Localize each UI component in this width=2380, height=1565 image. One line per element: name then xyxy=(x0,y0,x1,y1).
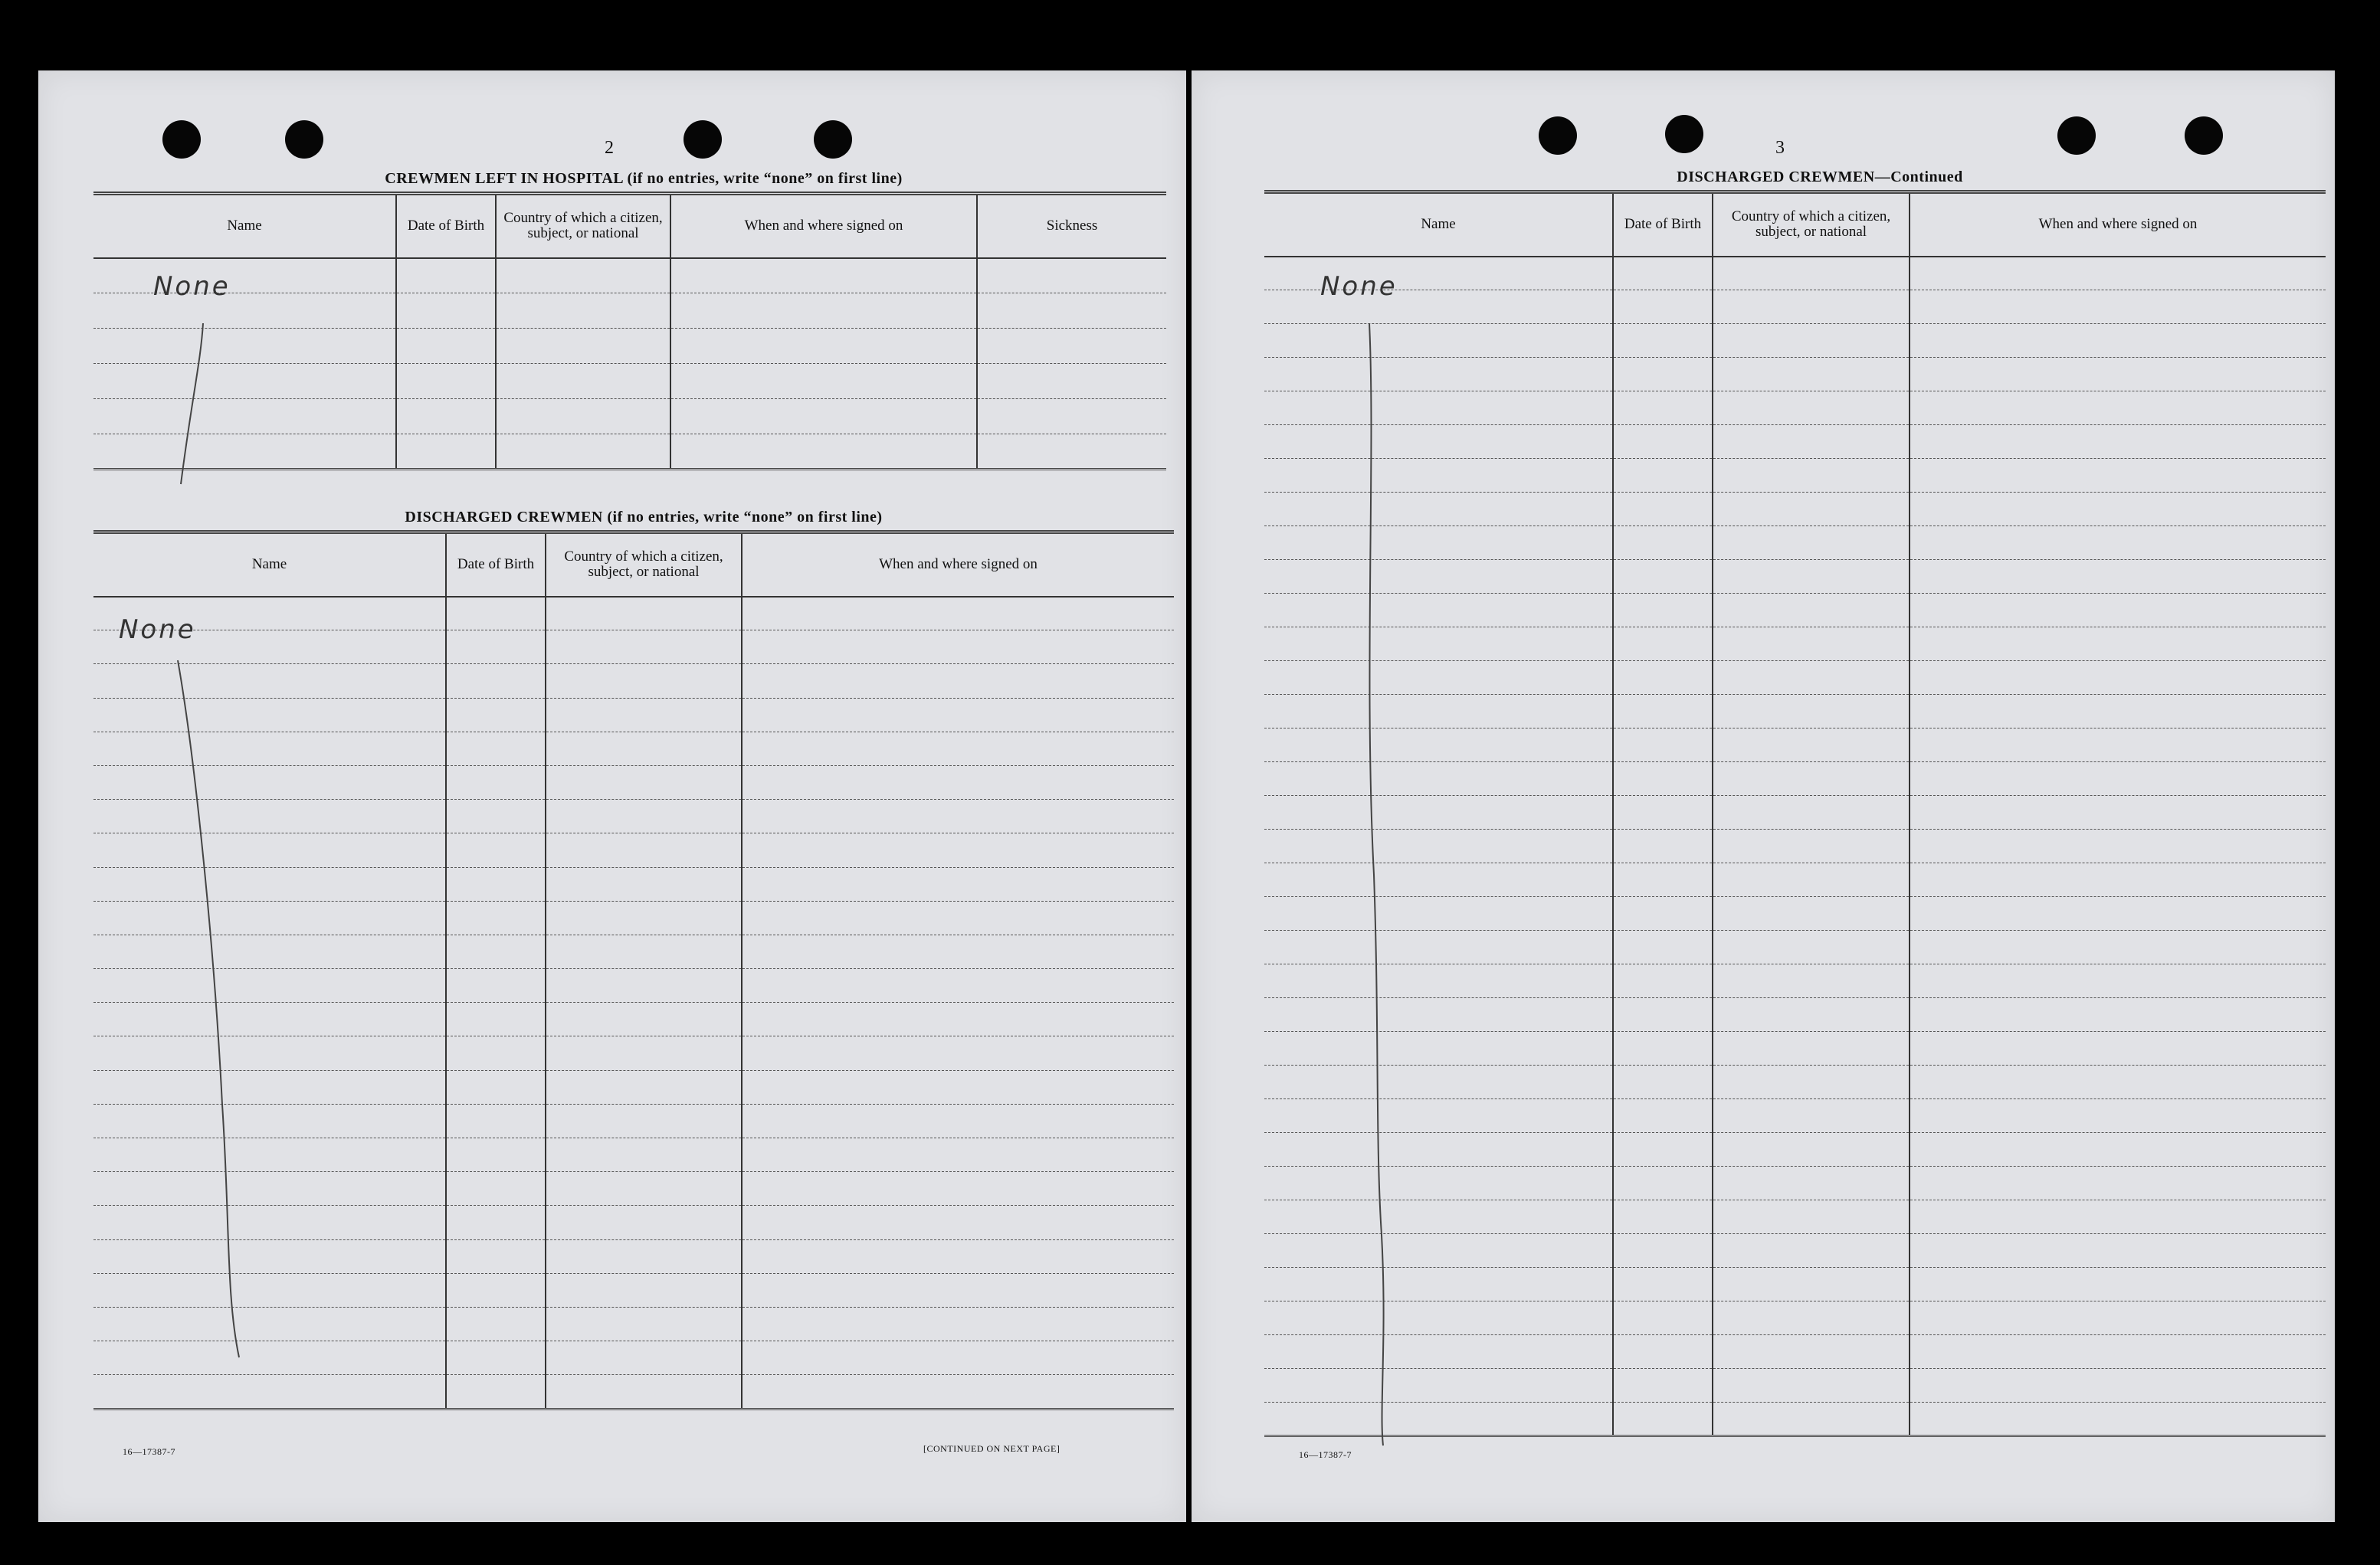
col-header-signed-on: When and where signed on xyxy=(742,532,1174,597)
form-number: 16—17387-7 xyxy=(1299,1449,1352,1460)
continued-note: [CONTINUED ON NEXT PAGE] xyxy=(923,1443,1061,1454)
discharged-title-text: DISCHARGED CREWMEN xyxy=(405,509,603,525)
col-header-name: Name xyxy=(93,532,446,597)
form-number: 16—17387-7 xyxy=(123,1446,175,1457)
col-header-country: Country of which a citizen, subject, or national xyxy=(1713,192,1910,257)
handwritten-ditto-strokes xyxy=(38,70,1186,1522)
col-header-country: Country of which a citizen, subject, or national xyxy=(496,194,670,258)
discharged-note-text: (if no entries, write “none” on first line) xyxy=(607,509,883,525)
discharged-continued-title: DISCHARGED CREWMEN—Continued xyxy=(1677,169,1963,185)
handwritten-none-entry: None xyxy=(119,614,196,645)
right-page xyxy=(1192,70,2335,1522)
handwritten-ditto-strokes xyxy=(1192,70,2335,1522)
hospital-title-text: CREWMEN LEFT IN HOSPITAL xyxy=(385,170,624,187)
handwritten-none-entry: None xyxy=(153,271,231,302)
page-number: 2 xyxy=(605,138,614,158)
col-header-sickness: Sickness xyxy=(977,194,1166,258)
handwritten-none-entry: None xyxy=(1320,271,1398,302)
col-header-date-of-birth: Date of Birth xyxy=(446,532,546,597)
page-number: 3 xyxy=(1775,138,1785,158)
col-header-signed-on: When and where signed on xyxy=(670,194,977,258)
hospital-note-text: (if no entries, write “none” on first line) xyxy=(627,170,903,187)
col-header-signed-on: When and where signed on xyxy=(1910,192,2326,257)
col-header-name: Name xyxy=(93,194,396,258)
col-header-country: Country of which a citizen, subject, or national xyxy=(546,532,742,597)
col-header-date-of-birth: Date of Birth xyxy=(1613,192,1713,257)
col-header-date-of-birth: Date of Birth xyxy=(396,194,496,258)
col-header-name: Name xyxy=(1264,192,1613,257)
left-page xyxy=(38,70,1186,1522)
